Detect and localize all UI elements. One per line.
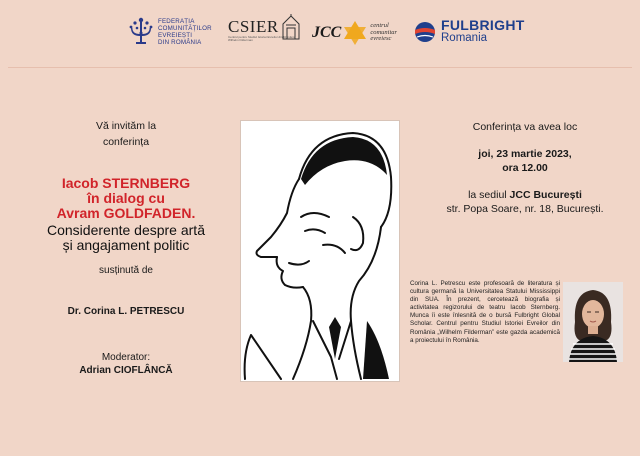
- caricature-portrait: [240, 120, 400, 382]
- title-line: în dialog cu: [87, 190, 165, 206]
- partner-logos: [0, 0, 640, 64]
- federatia-logo: [128, 16, 212, 48]
- event-datetime: [420, 147, 630, 175]
- venue-intro: Conferința va avea loc: [472, 121, 578, 133]
- speaker-portrait-image: [563, 282, 623, 362]
- supported-by-label: susținută de: [99, 265, 153, 276]
- federatia-line: FEDERAȚIA: [158, 17, 195, 25]
- moderator-label: Moderator:: [101, 352, 151, 363]
- moderator-name: Adrian CIOFLÂNCĂ: [79, 365, 173, 376]
- globe-icon: [414, 21, 436, 43]
- place-address: str. Popa Soare, nr. 18, București.: [446, 203, 604, 215]
- caricature-drawing: [241, 121, 399, 381]
- federatia-line: COMUNITĂȚILOR: [158, 24, 212, 32]
- speaker-photo: [563, 282, 623, 362]
- moderator: [20, 351, 232, 377]
- jcc-wordmark: JCC: [312, 24, 342, 41]
- subtitle-line: și angajament politic: [62, 237, 190, 253]
- federatia-line: DIN ROMÂNIA: [158, 39, 202, 47]
- speaker-bio: Corina L. Petrescu este profesoară de literatura și cultura germană la Universitatea Statului Mississippi din SUA. În prezent, cercetează biografia și activitatea regizorului de teatru Iacob Sternberg. Munca îi este înlesnită de o bursă Fulbright Global Scholar. Centrul pentru Studiul Istoriei Evreilor din România „Wilhelm Filderman” este gazda academică a proiectului în România.: [410, 280, 560, 344]
- csier-wordmark: CSIER: [228, 17, 279, 36]
- menorah-icon: [128, 16, 154, 48]
- event-location: [420, 188, 630, 216]
- fulbright-logo: [414, 18, 525, 45]
- title-line: Avram GOLDFADEN.: [56, 205, 196, 221]
- conference-title: [20, 176, 232, 221]
- title-line: Iacob STERNBERG: [61, 175, 191, 191]
- federatia-line: EVREIEȘTI: [158, 32, 193, 39]
- invite-line: Vă invităm la: [95, 120, 157, 132]
- jcc-side-line: evreiesc: [370, 35, 392, 43]
- star-of-david-icon: [342, 20, 368, 46]
- invitation: [20, 118, 232, 150]
- header-divider: [8, 67, 632, 68]
- event-time: ora 12.00: [502, 162, 548, 174]
- fulbright-country: Romania: [441, 32, 488, 44]
- event-date: joi, 23 martie 2023,: [478, 148, 572, 160]
- csier-subtitle: Centrul pentru Studiul Istoriei Evreilor din România Wilhelm Filderman: [228, 35, 296, 43]
- jcc-side-line: centrul: [370, 22, 389, 30]
- place-name: JCC București: [509, 189, 582, 201]
- csier-logo: [228, 14, 301, 43]
- jcc-side-line: comunitar: [370, 28, 398, 36]
- conference-subtitle: [20, 223, 232, 253]
- subtitle-line: Considerente despre artă: [47, 222, 205, 238]
- jcc-logo: [312, 20, 397, 46]
- speaker-name: Dr. Corina L. PETRESCU: [67, 306, 185, 317]
- fulbright-name: FULBRIGHT: [441, 17, 525, 33]
- place-prefix: la sediul: [468, 189, 510, 201]
- invite-line: conferința: [102, 136, 150, 148]
